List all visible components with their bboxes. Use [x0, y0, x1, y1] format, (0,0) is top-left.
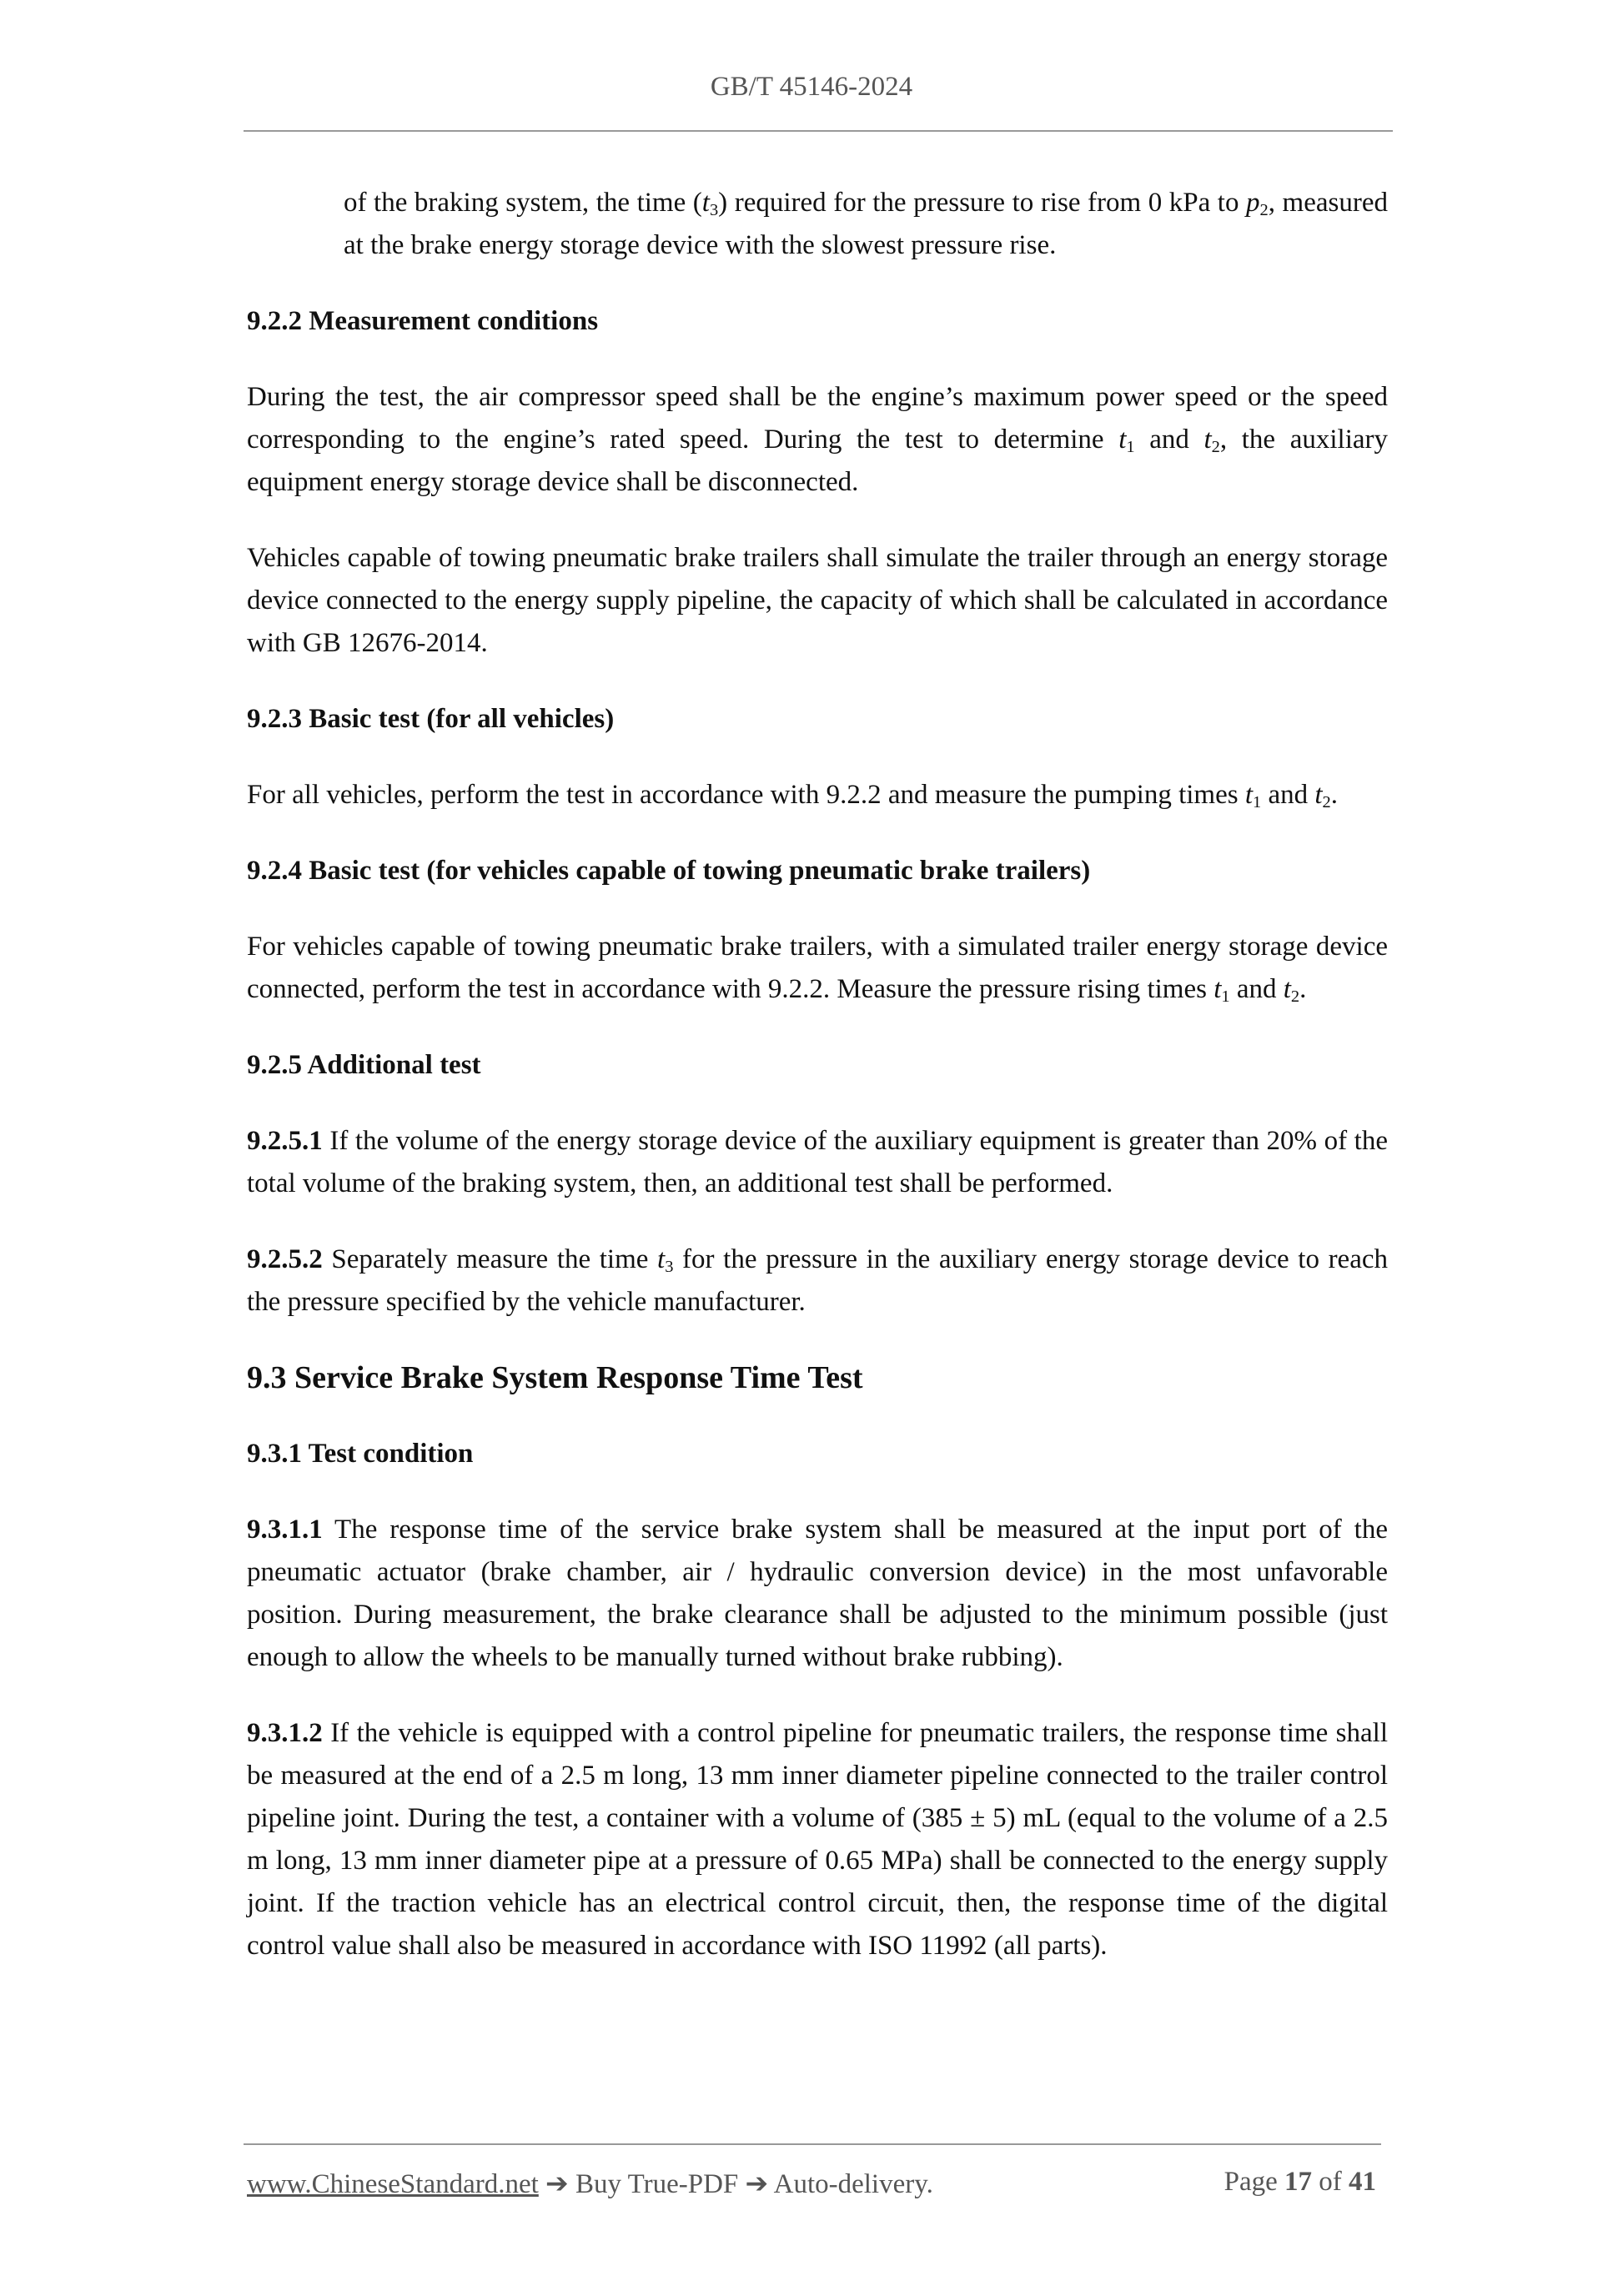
section-heading — [247, 1433, 1388, 1475]
paragraph — [247, 1238, 1388, 1324]
auto-delivery-text: Auto-delivery. — [773, 2169, 933, 2199]
section-heading — [247, 1357, 1388, 1399]
of-label: of — [1319, 2167, 1342, 2197]
variable: t — [1244, 780, 1253, 810]
footer-divider — [244, 2143, 1381, 2145]
total-pages: 41 — [1349, 2167, 1376, 2197]
subscript: 3 — [709, 201, 719, 220]
paragraph — [247, 1712, 1388, 1967]
page-footer — [247, 2167, 1376, 2200]
variable: t — [1283, 974, 1291, 1004]
subscript: 2 — [1290, 987, 1300, 1007]
page-label: Page — [1224, 2167, 1278, 2197]
text-run: Vehicles capable of towing pneumatic brake trailers shall simulate the trailer through an energy storage device connected to the energy supply pipeline, the capacity of which shall be calculated in accordance with GB 12676-2014. — [247, 543, 1388, 658]
text-run: ) required for the pressure to rise from 0 kPa to — [718, 188, 1247, 218]
text-run: During the test, the air compressor speed shall be the engine’s maximum power speed or the speed corresponding to the engine’s rated speed. During the test to determine — [247, 382, 1388, 455]
text-run: 9.2.4 Basic test (for vehicles capable of towing pneumatic brake trailers) — [247, 856, 1091, 886]
text-run: For vehicles capable of towing pneumatic brake trailers, with a simulated trailer energy storage device connected, perform the test in accordance with 9.2.2. Measure the pressure rising times — [247, 932, 1388, 1004]
document-header: GB/T 45146-2024 — [710, 72, 913, 102]
text-run: 9.3 Service Brake System Response Time Test — [247, 1360, 863, 1395]
text-run: , the auxiliary equipment energy storage device shall be disconnected. — [247, 425, 1388, 497]
website-link[interactable]: www.ChineseStandard.net — [247, 2169, 539, 2199]
clause-number: 9.2.5.2 — [247, 1244, 323, 1274]
section-heading — [247, 1044, 1388, 1087]
subscript: 1 — [1126, 438, 1135, 457]
variable: p — [1246, 188, 1260, 218]
text-run: and — [1261, 780, 1315, 810]
text-run: 9.2.2 Measurement conditions — [247, 306, 599, 336]
clause-number: 9.2.5.1 — [247, 1126, 323, 1156]
paragraph — [247, 1120, 1388, 1205]
text-run: Separately measure the time — [322, 1244, 658, 1274]
text-run: and — [1134, 425, 1204, 455]
paragraph — [247, 537, 1388, 665]
section-heading — [247, 850, 1388, 892]
section-heading — [247, 300, 1388, 343]
text-run: 9.2.5 Additional test — [247, 1050, 481, 1080]
paragraph — [247, 774, 1388, 816]
paragraph — [247, 182, 1388, 267]
header-divider — [244, 130, 1393, 132]
variable: t — [701, 188, 710, 218]
text-run: For all vehicles, perform the test in accordance with 9.2.2 and measure the pumping times — [247, 780, 1245, 810]
subscript: 2 — [1259, 201, 1269, 220]
arrow-icon: ➔ — [745, 2169, 769, 2199]
paragraph — [247, 926, 1388, 1011]
text-run: . — [1330, 780, 1339, 810]
variable: t — [1213, 974, 1222, 1004]
paragraph — [247, 1509, 1388, 1679]
text-run: , measured at the brake energy storage device with the slowest pressure rise. — [344, 188, 1388, 260]
text-run: 9.2.3 Basic test (for all vehicles) — [247, 704, 615, 734]
subscript: 2 — [1322, 793, 1331, 812]
text-run: If the vehicle is equipped with a control pipeline for pneumatic trailers, the response time shall be measured at the end of a 2.5 m long, 13 mm inner diameter pipeline connected to the trailer control pipeline joint. During the test, a container with a volume of (385 ± 5) mL (equal to the volume of a 2.5 m long, 13 mm inner diameter pipe at a pressure of 0.65 MPa) shall be connected to the energy supply joint. If the traction vehicle has an electrical control circuit, then, the response time of the digital control value shall also be measured in accordance with ISO 11992 (all parts). — [247, 1718, 1388, 1961]
variable: t — [657, 1244, 666, 1274]
arrow-icon: ➔ — [545, 2169, 569, 2199]
subscript: 2 — [1211, 438, 1220, 457]
variable: t — [1314, 780, 1323, 810]
text-run: for the pressure in the auxiliary energy storage device to reach the pressure specified by the vehicle manufacturer. — [247, 1244, 1388, 1317]
variable: t — [1118, 425, 1127, 455]
text-run: of the braking system, the time ( — [344, 188, 702, 218]
subscript: 1 — [1221, 987, 1230, 1007]
clause-number: 9.3.1.2 — [247, 1718, 323, 1748]
subscript: 3 — [665, 1258, 674, 1277]
current-page: 17 — [1284, 2167, 1312, 2197]
text-run: 9.3.1 Test condition — [247, 1439, 474, 1469]
document-body — [247, 182, 1388, 2001]
variable: t — [1203, 425, 1212, 455]
text-run: If the volume of the energy storage device of the auxiliary equipment is greater than 20% of the total volume of the braking system, then, an additional test shall be performed. — [247, 1126, 1388, 1198]
footer-left — [247, 2167, 933, 2200]
text-run: . — [1299, 974, 1307, 1004]
clause-number: 9.3.1.1 — [247, 1515, 323, 1545]
section-heading — [247, 698, 1388, 741]
text-run: and — [1229, 974, 1284, 1004]
subscript: 1 — [1253, 793, 1262, 812]
buy-pdf-text: Buy True-PDF — [575, 2169, 739, 2199]
paragraph — [247, 376, 1388, 504]
page-number — [1224, 2167, 1376, 2200]
text-run: The response time of the service brake system shall be measured at the input port of the pneumatic actuator (brake chamber, air / hydraulic conversion device) in the most unfavorable position. During measurement, the brake clearance shall be adjusted to the minimum possible (just enough to allow the wheels to be manually turned without brake rubbing). — [247, 1515, 1388, 1672]
